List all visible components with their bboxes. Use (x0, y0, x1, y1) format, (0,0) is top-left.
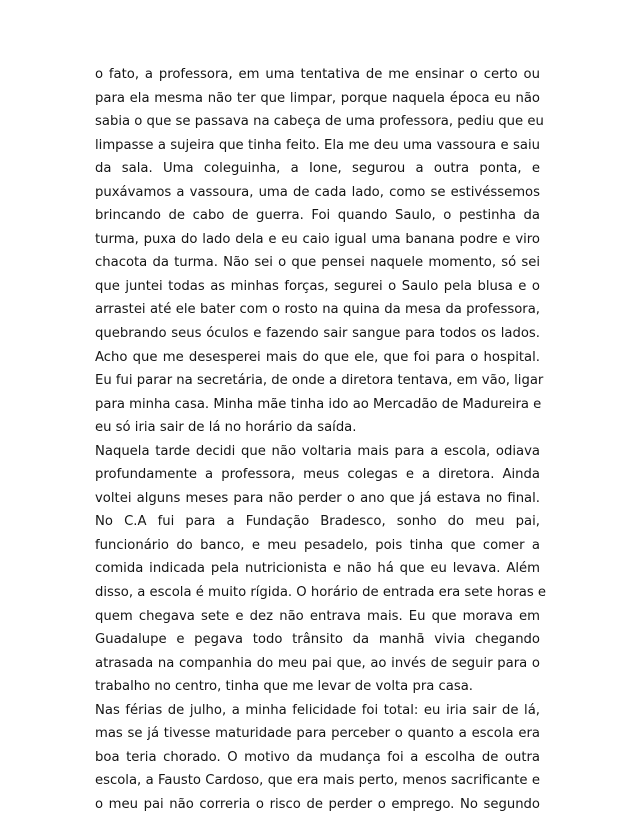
paragraph-1 (95, 63, 544, 440)
text-line: funcionário do banco, e meu pesadelo, pois tinha que comer a (95, 537, 540, 553)
text-line: quebrando seus óculos e fazendo sair sangue para todos os lados. (95, 326, 540, 342)
paragraph-2 (95, 440, 546, 699)
text-line: boa teria chorado. O motivo da mudança foi a escolha de outra (95, 749, 540, 765)
text-line: que juntei todas as minhas forças, segurei o Saulo pela blusa e o (95, 278, 540, 294)
text-line: Acho que me desesperei mais do que ele, que foi para o hospital. (95, 349, 540, 365)
text-line: o meu pai não correria o risco de perder o emprego. No segundo (95, 796, 540, 812)
text-line: quem chegava sete e dez não entrava mais. Eu que morava em (95, 608, 540, 624)
paragraph-3 (95, 699, 540, 817)
text-line: chacota da turma. Não sei o que pensei naquele momento, só sei (95, 255, 540, 271)
text-line: sabia o que se passava na cabeça de uma professora, pediu que eu (95, 114, 544, 130)
text-line: trabalho no centro, tinha que me levar de volta pra casa. (95, 679, 473, 695)
text-line: comida indicada pela nutricionista e não há que eu levava. Além (95, 561, 540, 577)
text-line: disso, a escola é muito rígida. O horário de entrada era sete horas e (95, 585, 546, 601)
text-line: puxávamos a vassoura, uma de cada lado, como se estivéssemos (95, 184, 540, 200)
text-line: escola, a Fausto Cardoso, que era mais perto, menos sacrificante e (95, 773, 540, 789)
text-line: para minha casa. Minha mãe tinha ido ao Mercadão de Madureira e (95, 396, 542, 412)
text-line: eu só iria sair de lá no horário da saída. (95, 420, 357, 436)
text-line: arrastei até ele bater com o rosto na quina da mesa da professora, (95, 302, 540, 318)
text-line: atrasada na companhia do meu pai que, ao invés de seguir para o (95, 655, 540, 671)
text-line: limpasse a sujeira que tinha feito. Ela me deu uma vassoura e saiu (95, 137, 540, 153)
text-line: o fato, a professora, em uma tentativa de me ensinar o certo ou (95, 67, 540, 82)
document-page (95, 63, 546, 817)
text-line: Guadalupe e pegava todo trânsito da manhã vivia chegando (95, 632, 540, 648)
text-line: Naquela tarde decidi que não voltaria mais para a escola, odiava (95, 443, 540, 459)
text-line: brincando de cabo de guerra. Foi quando Saulo, o pestinha da (95, 208, 540, 224)
text-line: para ela mesma não ter que limpar, porque naquela época eu não (95, 90, 540, 106)
text-line: turma, puxa do lado dela e eu caio igual uma banana podre e viro (95, 231, 540, 247)
text-line: Nas férias de julho, a minha felicidade foi total: eu iria sair de lá, (95, 702, 540, 718)
text-line: profundamente a professora, meus colegas e a diretora. Ainda (95, 467, 540, 483)
text-line: Eu fui parar na secretária, de onde a diretora tentava, em vão, ligar (95, 373, 544, 389)
text-line: voltei alguns meses para não perder o ano que já estava no final. (95, 490, 540, 506)
text-line: da sala. Uma coleguinha, a Ione, segurou a outra ponta, e (95, 161, 540, 177)
text-line: mas se já tivesse maturidade para perceber o quanto a escola era (95, 726, 540, 742)
text-line: No C.A fui para a Fundação Bradesco, sonho do meu pai, (95, 514, 540, 530)
